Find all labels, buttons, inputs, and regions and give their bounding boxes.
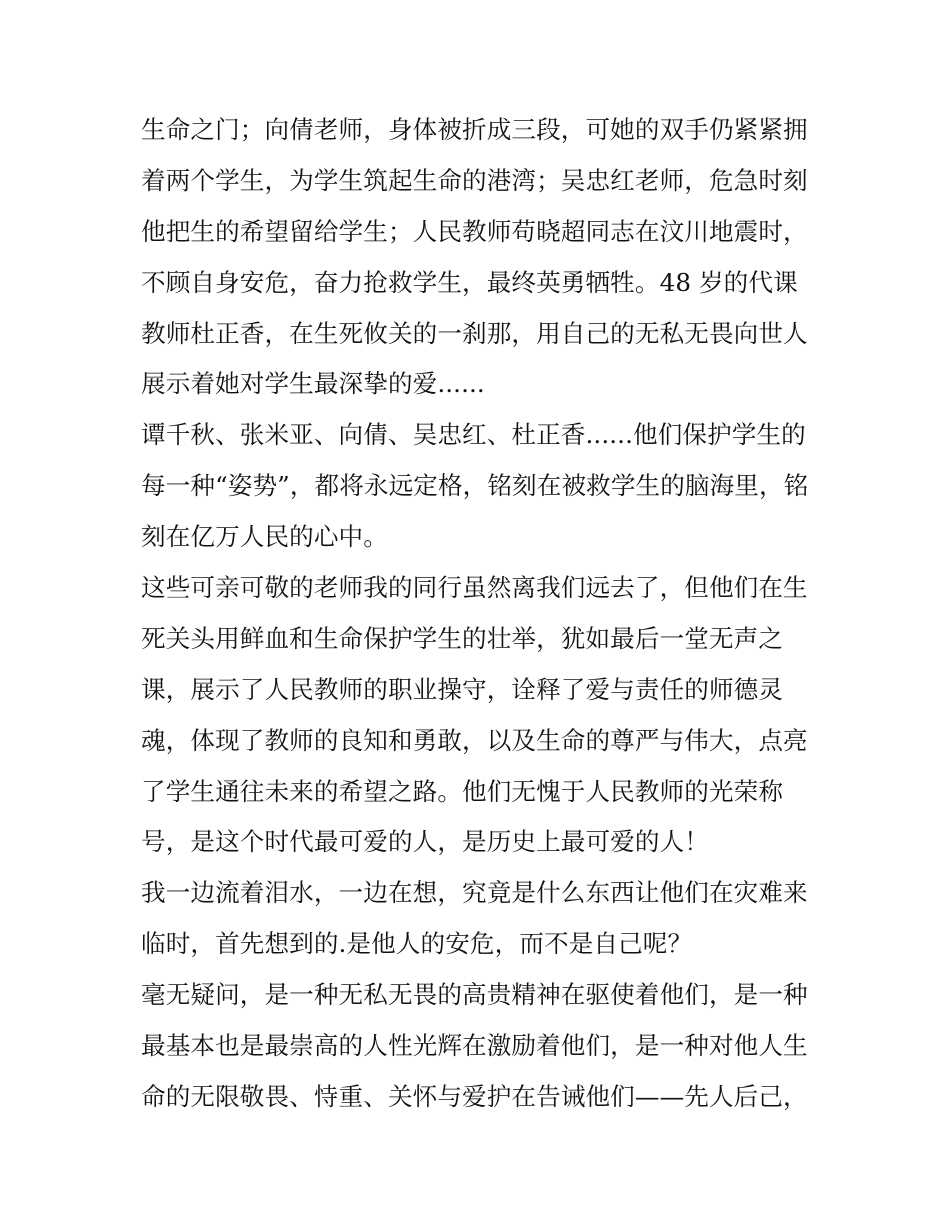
text-line-2: 着两个学生，为学生筑起生命的港湾；吴忠红老师，危急时刻 [141,165,808,195]
body-text [141,105,821,1123]
text-line-10: 这些可亲可敬的老师我的同行虽然离我们远去了，但他们在生 [141,573,808,603]
text-line-15: 号，是这个时代最可爱的人，是历史上最可爱的人！ [141,827,709,857]
text-line-9: 刻在亿万人民的心中。 [141,522,388,552]
text-line-1: 生命之门；向倩老师，身体被折成三段，可她的双手仍紧紧拥 [141,115,808,144]
text-line-16: 我一边流着泪水，一边在想，究竟是什么东西让他们在灾难来 [141,878,808,908]
text-line-7: 谭千秋、张米亚、向倩、吴忠红、杜正香......他们保护学生的 [141,420,806,450]
text-line-17: 临时，首先想到的.是他人的安危，而不是自己呢？ [141,929,693,959]
text-line-12: 课，展示了人民教师的职业操守，诠释了爱与责任的师德灵 [141,674,784,704]
text-line-3: 他把生的希望留给学生；人民教师苟晓超同志在汶川地震时， [141,216,808,246]
text-line-8: 每一种“姿势”，都将永远定格，铭刻在被救学生的脑海里，铭 [141,471,809,501]
text-line-13: 魂，体现了教师的良知和勇敢，以及生命的尊严与伟大，点亮 [141,725,808,755]
text-line-14: 了学生通往未来的希望之路。他们无愧于人民教师的光荣称 [141,776,784,806]
text-line-6: 展示着她对学生最深挚的爱...... [141,369,485,399]
text-line-18: 毫无疑问，是一种无私无畏的高贵精神在驱使着他们，是一种 [141,980,808,1010]
text-line-4: 不顾自身安危，奋力抢救学生，最终英勇牺牲。48 岁的代课 [141,267,798,297]
text-line-5: 教师杜正香，在生死攸关的一刹那，用自己的无私无畏向世人 [141,318,808,348]
text-line-19: 最基本也是最崇高的人性光辉在激励着他们，是一种对他人生 [141,1031,808,1061]
text-line-20: 命的无限敬畏、恃重、关怀与爱护在告诫他们——先人后己， [141,1081,808,1111]
text-line-11: 死关头用鲜血和生命保护学生的壮举，犹如最后一堂无声之 [141,623,784,653]
